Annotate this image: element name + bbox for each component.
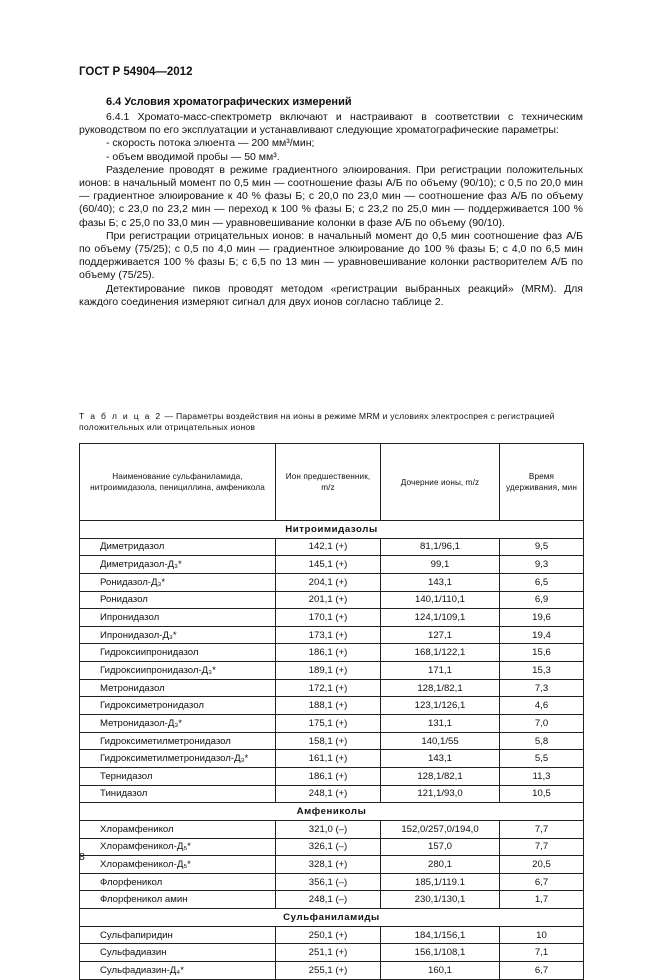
section-title: 6.4 Условия хроматографических измерений [106, 96, 352, 108]
retention-time-cell: 9,3 [500, 556, 584, 574]
table-row [80, 820, 584, 838]
daughter-ions-cell: 99,1 [381, 556, 500, 574]
retention-time-cell: 19,6 [500, 609, 584, 627]
table-row [80, 944, 584, 962]
retention-time-cell: 6,7 [500, 873, 584, 891]
daughter-ions-cell: 143,1 [381, 750, 500, 768]
precursor-ion-cell: 172,1 (+) [276, 679, 381, 697]
compound-name-cell: Флорфеникол [80, 873, 276, 891]
paragraph-negative-ions: При регистрации отрицательных ионов: в начальный момент до 0,5 мин соотношение фаз А/Б по объему (75/25); с 0,5 по 4,0 мин — градиентное элюирование до 100 % фазы Б; с 4,0 по 6,5 мин поддерживается 100 % фазы Б; с 6,5 по 13 мин — уравновешивание колонки растворителем А/Б по объему (75/25). [79, 229, 583, 282]
precursor-ion-cell: 145,1 (+) [276, 556, 381, 574]
retention-time-cell: 19,4 [500, 626, 584, 644]
retention-time-cell: 20,5 [500, 856, 584, 874]
retention-time-cell: 10 [500, 926, 584, 944]
precursor-ion-cell: 175,1 (+) [276, 715, 381, 733]
daughter-ions-cell: 280,1 [381, 856, 500, 874]
table-caption-label: Т а б л и ц а 2 [79, 411, 162, 421]
table-row [80, 644, 584, 662]
paragraph-positive-ions: Разделение проводят в режиме градиентного элюирования. При регистрации положительных ионов: в начальный момент по 0,5 мин — соотношение фазы А/Б по объему (90/10); с 0,5 по 20,0 мин — градиентное элюирование к 40 % фазы Б; с 20,0 по 23,0 мин — соотношение фаз А/Б по объему (60/40); с 23,0 по 23,2 мин — переход к 100 % фазы Б; с 23,2 по 25,0 мин — поддерживается 100 % фазы Б; с 25,0 по 33,0 мин — уравновешивание колонки в фазе А/Б по объему (90/10). [79, 163, 583, 229]
table-row [80, 891, 584, 909]
paragraph-flow-rate: - скорость потока элюента — 200 мм³/мин; [106, 137, 315, 150]
compound-name-cell: Гидроксиметилметронидазол [80, 732, 276, 750]
table-row [80, 873, 584, 891]
precursor-ion-cell: 250,1 (+) [276, 926, 381, 944]
precursor-ion-cell: 173,1 (+) [276, 626, 381, 644]
compound-name-cell: Ипронидазол-Д₃* [80, 626, 276, 644]
header-daughter-ions: Дочерние ионы, m/z [381, 444, 500, 521]
precursor-ion-cell: 328,1 (+) [276, 856, 381, 874]
daughter-ions-cell: 156,1/108,1 [381, 944, 500, 962]
precursor-ion-cell: 248,1 (–) [276, 891, 381, 909]
compound-name-cell: Хлорамфеникол-Д₅* [80, 838, 276, 856]
daughter-ions-cell: 140,1/110,1 [381, 591, 500, 609]
compound-name-cell: Гидроксиипронидазол [80, 644, 276, 662]
compound-name-cell: Тернидазол [80, 767, 276, 785]
daughter-ions-cell: 124,1/109,1 [381, 609, 500, 627]
table-row [80, 556, 584, 574]
retention-time-cell: 7,3 [500, 679, 584, 697]
precursor-ion-cell: 251,1 (+) [276, 944, 381, 962]
retention-time-cell: 15,6 [500, 644, 584, 662]
compound-name-cell: Сульфапиридин [80, 926, 276, 944]
group-row [80, 909, 584, 927]
group-title: Нитроимидазолы [80, 521, 584, 539]
compound-name-cell: Ронидазол [80, 591, 276, 609]
table-header-row [80, 444, 584, 521]
precursor-ion-cell: 201,1 (+) [276, 591, 381, 609]
precursor-ion-cell: 255,1 (+) [276, 962, 381, 980]
retention-time-cell: 7,7 [500, 838, 584, 856]
precursor-ion-cell: 248,1 (+) [276, 785, 381, 803]
precursor-ion-cell: 188,1 (+) [276, 697, 381, 715]
table-row [80, 838, 584, 856]
compound-name-cell: Гидроксиметронидазол [80, 697, 276, 715]
table-row [80, 732, 584, 750]
retention-time-cell: 10,5 [500, 785, 584, 803]
table-row [80, 662, 584, 680]
compound-name-cell: Тинидазол [80, 785, 276, 803]
daughter-ions-cell: 168,1/122,1 [381, 644, 500, 662]
table-row [80, 679, 584, 697]
header-retention-time: Время удерживания, мин [500, 444, 584, 521]
table-row [80, 697, 584, 715]
retention-time-cell: 15,3 [500, 662, 584, 680]
table-row [80, 609, 584, 627]
daughter-ions-cell: 128,1/82,1 [381, 767, 500, 785]
group-row [80, 521, 584, 539]
retention-time-cell: 9,5 [500, 538, 584, 556]
compound-name-cell: Сульфадиазин-Д₄* [80, 962, 276, 980]
daughter-ions-cell: 123,1/126,1 [381, 697, 500, 715]
compound-name-cell: Сульфадиазин [80, 944, 276, 962]
precursor-ion-cell: 321,0 (–) [276, 820, 381, 838]
daughter-ions-cell: 160,1 [381, 962, 500, 980]
precursor-ion-cell: 142,1 (+) [276, 538, 381, 556]
precursor-ion-cell: 186,1 (+) [276, 767, 381, 785]
retention-time-cell: 4,6 [500, 697, 584, 715]
group-title: Амфениколы [80, 803, 584, 821]
precursor-ion-cell: 170,1 (+) [276, 609, 381, 627]
retention-time-cell: 7,7 [500, 820, 584, 838]
precursor-ion-cell: 326,1 (–) [276, 838, 381, 856]
daughter-ions-cell: 157,0 [381, 838, 500, 856]
daughter-ions-cell: 184,1/156,1 [381, 926, 500, 944]
table-row [80, 926, 584, 944]
daughter-ions-cell: 127,1 [381, 626, 500, 644]
retention-time-cell: 7,1 [500, 944, 584, 962]
body-text [79, 111, 583, 309]
compound-name-cell: Диметридазол-Д₃* [80, 556, 276, 574]
daughter-ions-cell: 171,1 [381, 662, 500, 680]
table-row [80, 573, 584, 591]
page-number: 8 [79, 851, 85, 863]
compound-name-cell: Флорфеникол амин [80, 891, 276, 909]
table-caption [79, 411, 583, 433]
compound-name-cell: Ронидазол-Д₃* [80, 573, 276, 591]
precursor-ion-cell: 204,1 (+) [276, 573, 381, 591]
table-caption-text: — Параметры воздействия на ионы в режиме MRM и условиях электроспрея с регистрацией положительных или отрицательных ионов [79, 411, 555, 432]
daughter-ions-cell: 143,1 [381, 573, 500, 591]
compound-name-cell: Хлорамфеникол-Д₅* [80, 856, 276, 874]
daughter-ions-cell: 131,1 [381, 715, 500, 733]
table-row [80, 856, 584, 874]
precursor-ion-cell: 158,1 (+) [276, 732, 381, 750]
table-row [80, 538, 584, 556]
precursor-ion-cell: 186,1 (+) [276, 644, 381, 662]
retention-time-cell: 1,7 [500, 891, 584, 909]
group-row [80, 803, 584, 821]
standard-number: ГОСТ Р 54904—2012 [79, 66, 193, 78]
group-title: Сульфаниламиды [80, 909, 584, 927]
daughter-ions-cell: 185,1/119.1 [381, 873, 500, 891]
retention-time-cell: 5,8 [500, 732, 584, 750]
retention-time-cell: 6,5 [500, 573, 584, 591]
table-row [80, 767, 584, 785]
header-compound-name: Наименование сульфаниламида, нитроимидазола, пенициллина, амфеникола [80, 444, 276, 521]
retention-time-cell: 6,7 [500, 962, 584, 980]
compound-name-cell: Ипронидазол [80, 609, 276, 627]
compound-name-cell: Метронидазол-Д₃* [80, 715, 276, 733]
compound-name-cell: Гидроксиметилметронидазол-Д₃* [80, 750, 276, 768]
daughter-ions-cell: 152,0/257,0/194,0 [381, 820, 500, 838]
precursor-ion-cell: 189,1 (+) [276, 662, 381, 680]
daughter-ions-cell: 230,1/130,1 [381, 891, 500, 909]
table-row [80, 591, 584, 609]
table-row [80, 626, 584, 644]
daughter-ions-cell: 121,1/93,0 [381, 785, 500, 803]
compound-name-cell: Метронидазол [80, 679, 276, 697]
table-row [80, 962, 584, 980]
compound-name-cell: Диметридазол [80, 538, 276, 556]
mrm-parameters-table [79, 443, 584, 980]
retention-time-cell: 6,9 [500, 591, 584, 609]
daughter-ions-cell: 140,1/55 [381, 732, 500, 750]
retention-time-cell: 11,3 [500, 767, 584, 785]
compound-name-cell: Гидроксиипронидазол-Д₃* [80, 662, 276, 680]
precursor-ion-cell: 161,1 (+) [276, 750, 381, 768]
retention-time-cell: 5,5 [500, 750, 584, 768]
retention-time-cell: 7,0 [500, 715, 584, 733]
daughter-ions-cell: 81,1/96,1 [381, 538, 500, 556]
table-row [80, 750, 584, 768]
paragraph-injection-volume: - объем вводимой пробы — 50 мм³. [106, 150, 280, 163]
paragraph-detection: Детектирование пиков проводят методом «регистрации выбранных реакций» (MRM). Для каждого соединения измеряют сигнал для двух ионов согласно таблице 2. [79, 282, 583, 308]
precursor-ion-cell: 356,1 (–) [276, 873, 381, 891]
table-row [80, 715, 584, 733]
compound-name-cell: Хлорамфеникол [80, 820, 276, 838]
paragraph-setup: 6.4.1 Хромато-масс-спектрометр включают и настраивают в соответствии с техническим руководством по его эксплуатации и устанавливают следующие хроматографические параметры: [79, 111, 583, 137]
header-precursor-ion: Ион предшественник, m/z [276, 444, 381, 521]
table-row [80, 785, 584, 803]
daughter-ions-cell: 128,1/82,1 [381, 679, 500, 697]
table-body [80, 521, 584, 980]
